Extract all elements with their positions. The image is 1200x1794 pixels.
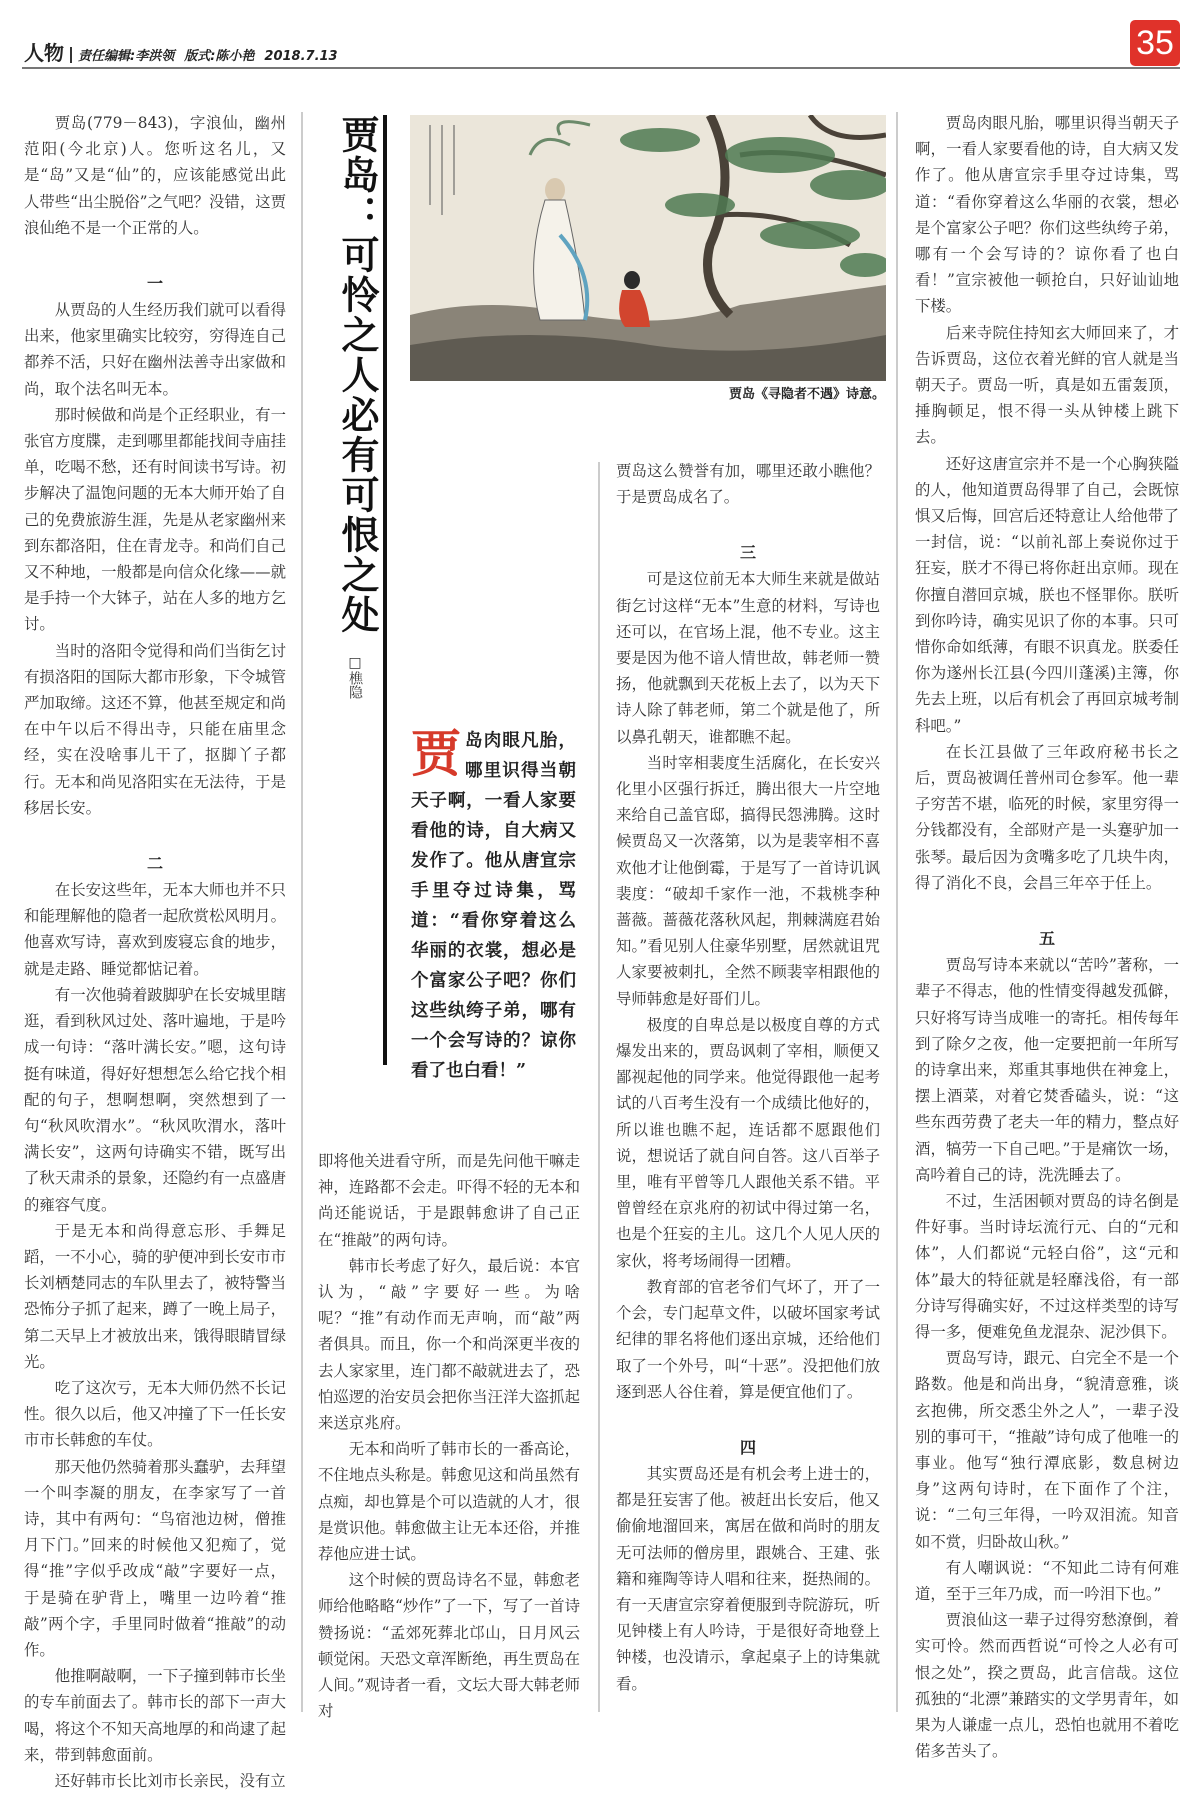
paragraph: 还好这唐宣宗并不是一个心胸狭隘的人，他知道贾岛得罪了自己，会既惊惧又后悔，回宫后还特意让人给他带了一封信，说：“以前礼部上奏说你过于狂妄，朕才不得已将你赶出京师。现在你擅自潜回京城，朕也不怪罪你。朕听到你吟诗，确实见识了你的本事。只可惜你命如纸薄，有眼不识真龙。朕委任你为遂州长江县(今四川蓬溪)主簿，你先去上班，以后有机会了再回京城考制科吧。”: [915, 454, 1179, 735]
issue-date: 2018.7.13: [264, 49, 338, 64]
paragraph: 于是无本和尚得意忘形、手舞足蹈，一不小心，骑的驴便冲到长安市市长刘栖楚同志的车队里去了，被特警当恐怖分子抓了起来，蹲了一晚上局子，第二天早上才被放出来，饿得眼睛冒绿光。: [24, 1221, 286, 1371]
column-divider: [896, 112, 898, 1712]
paragraph: 不过，生活困顿对贾岛的诗名倒是件好事。当时诗坛流行元、白的“元和体”，人们都说“元轻白俗”，这“元和体”最大的特征就是轻靡浅俗，有一部分诗写得确实好，不过这样类型的诗写得一多，便难免鱼龙混杂、泥沙俱下。: [915, 1191, 1179, 1341]
paragraph: 贾岛肉眼凡胎，哪里识得当朝天子啊，一看人家要看他的诗，自大病又发作了。他从唐宣宗手里夺过诗集，骂道：“看你穿着这么华丽的衣裳，想必是个富家公子吧？你们这些纨绔子弟，哪有一个会写诗的？谅你看了也白看！”宣宗被他一顿抢白，只好讪讪地下楼。: [915, 114, 1179, 316]
pull-quote: [411, 726, 576, 1086]
section-heading: 一: [146, 274, 163, 294]
section-heading: 五: [1038, 929, 1055, 949]
paragraph: 韩市长考虑了好久，最后说：本官认为，“敲”字要好一些。为啥呢？“推”有动作而无声响，而“敲”两者俱具。而且，你一个和尚深更半夜的去人家家里，连门都不敲就进去了，恐怕巡逻的治安员会把你当汪洋大盗抓起来送京兆府。: [318, 1256, 580, 1433]
page-header: [24, 36, 348, 66]
paragraph: 即将他关进看守所，而是先问他干嘛走神，连路都不会走。吓得不轻的无本和尚还能说话，于是跟韩愈讲了自己正在“推敲”的两句诗。: [318, 1152, 580, 1249]
author-byline: □樵隐: [347, 655, 363, 699]
paragraph: 在长安这些年，无本大师也并不只和能理解他的隐者一起欣赏松风明月。他喜欢写诗，喜欢到废寝忘食的地步，就是走路、睡觉都惦记着。: [24, 881, 286, 978]
paragraph: 贾岛写诗本来就以“苦吟”著称，一辈子不得志，他的性情变得越发孤僻，只好将写诗当成唯一的寄托。相传每年到了除夕之夜，他一定要把前一年所写的诗拿出来，郑重其事地供在神龛上，摆上酒菜，对着它焚香磕头，说：“这些东西劳费了老夫一年的精力，整点好酒，犒劳一下自己吧。”于是痛饮一场，高吟着自己的诗，洗洗睡去了。: [915, 956, 1179, 1184]
paragraph: 从贾岛的人生经历我们就可以看得出来，他家里确实比较穷，穷得连自己都养不活，只好在幽州法善寺出家做和尚，取个法名叫无本。: [24, 301, 286, 398]
illustration-painting: [410, 115, 886, 381]
article-column-4: [915, 110, 1179, 1764]
paragraph: 那天他仍然骑着那头蠢驴，去拜望一个叫李凝的朋友，在李家写了一首诗，其中有两句：“鸟宿池边树，僧推月下门。”回来的时候他又犯痴了，觉得“推”字似乎改成“敲”字要好一点，于是骑在驴背上，嘴里一边吟着“推敲”两个字，手里同时做着“推敲”的动作。: [24, 1457, 286, 1659]
editor-credit: 责任编辑:李洪领: [78, 49, 175, 64]
pull-quote-text: 岛肉眼凡胎，哪里识得当朝天子啊，一看人家要看他的诗，自大病又发作了。他从唐宣宗手里夺过诗集，骂道：“看你穿着这么华丽的衣裳，想必是个富家公子吧？你们这些纨绔子弟，哪有一个会写诗的？谅你看了也白看！”: [411, 731, 576, 1081]
paragraph: 他推啊敲啊，一下子撞到韩市长坐的专车前面去了。韩市长的部下一声大喝，将这个不知天高地厚的和尚逮了起来，带到韩愈面前。: [24, 1667, 286, 1764]
paragraph: 贾岛这么赞誉有加，哪里还敢小瞧他？于是贾岛成名了。: [616, 462, 880, 507]
header-rule: [22, 67, 1180, 69]
article-column-2: [318, 1148, 580, 1724]
section-heading: 三: [739, 543, 756, 563]
paragraph: 还好韩市长比刘市长亲民，没有立: [54, 1771, 286, 1790]
paragraph: 这个时候的贾岛诗名不显，韩愈老师给他略略“炒作”了一下，写了一首诗赞扬说：“孟郊死葬北邙山，日月风云顿觉闲。天恐文章浑断绝，再生贾岛在人间。”观诗者一看，文坛大哥大韩老师对: [318, 1571, 580, 1721]
paragraph: 可是这位前无本大师生来就是做站街乞讨这样“无本”生意的材料，写诗也还可以，在官场上混，他不专业。这主要是因为他不谙人情世故，韩老师一赞扬，他就飘到天花板上去了，以为天下诗人除了韩老师，第二个就是他了，所以鼻孔朝天，谁都瞧不起。: [616, 570, 880, 746]
section-heading: 四: [739, 1437, 756, 1457]
section-name: 人物: [24, 41, 64, 65]
paragraph: 有一次他骑着跛脚驴在长安城里瞎逛，看到秋风过处、落叶遍地，于是吟成一句诗：“落叶满长安。”嗯，这句诗挺有味道，得好好想想怎么给它找个相配的句子，想啊想啊，突然想到了一句“秋风吹渭水”。“秋风吹渭水，落叶满长安”，这两句诗确实不错，既写出了秋天肃杀的景象，还隐约有一点盛唐的雍容气度。: [24, 985, 286, 1214]
paragraph: 其实贾岛还是有机会考上进士的，都是狂妄害了他。被赶出长安后，他又偷偷地溜回来，寓居在做和尚时的朋友无可法师的僧房里，跟姚合、王建、张籍和雍陶等诗人唱和往来，挺热闹的。有一天唐宣宗穿着便服到寺院游玩，听见钟楼上有人吟诗，于是很好奇地登上钟楼，也没请示，拿起桌子上的诗集就看。: [616, 1464, 880, 1693]
paragraph: 极度的自卑总是以极度自尊的方式爆发出来的，贾岛讽刺了宰相，顺便又鄙视起他的同学来。他觉得跟他一起考试的八百考生没有一个成绩比他好的，所以谁也瞧不起，连话都不愿跟他们说，想说话了就自问自答。这八百举子里，唯有平曾等几人跟他关系不错。平曾曾经在京兆府的初试中得过第一名，也是个狂妄的主儿。这几个人见人厌的家伙，将考场闹得一团糟。: [616, 1015, 880, 1270]
paragraph: 当时宰相裴度生活腐化，在长安兴化里小区强行拆迁，腾出很大一片空地来给自己盖官邸，搞得民怨沸腾。这时候贾岛又一次落第，以为是裴宰相不喜欢他才让他倒霉，于是写了一首诗讥讽裴度：“破却千家作一池，不栽桃李种蔷薇。蔷薇花落秋风起，荆棘满庭君始知。”看见别人住豪华别墅，居然就诅咒人家要被刺扎，全然不顾裴宰相跟他的导师韩愈是好哥们儿。: [616, 753, 880, 1008]
title-rule: [383, 115, 387, 1065]
paragraph: 贾岛(779－843)，字浪仙，幽州范阳(今北京)人。您听这名儿，又是“岛”又是“仙”的，应该能感觉出此人带些“出尘脱俗”之气吧？没错，这贾浪仙绝不是一个正常的人。: [24, 114, 286, 237]
paragraph: 吃了这次亏，无本大师仍然不长记性。很久以后，他又冲撞了下一任长安市市长韩愈的车仗。: [24, 1378, 286, 1450]
paragraph: 无本和尚听了韩市长的一番高论，不住地点头称是。韩愈见这和尚虽然有点痴，却也算是个可以造就的人才，很是赏识他。韩愈做主让无本还俗，并推荐他应进士试。: [318, 1440, 580, 1564]
paragraph: 在长江县做了三年政府秘书长之后，贾岛被调任普州司仓参军。他一辈子穷苦不堪，临死的时候，家里穷得一分钱都没有，全部财产是一头蹇驴加一张琴。最后因为贪嘴多吃了几块牛肉，得了消化不良，会昌三年卒于任上。: [915, 742, 1179, 892]
drop-cap: 贾: [411, 724, 461, 783]
paragraph: 有人嘲讽说：“不知此二诗有何难道，至于三年乃成，而一吟泪下也。”: [915, 1558, 1179, 1603]
header-divider: [70, 47, 72, 63]
paragraph: 贾浪仙这一辈子过得穷愁潦倒，着实可怜。然而西哲说“可怜之人必有可恨之处”，揆之贾岛，此言信哉。这位孤独的“北漂”兼踏实的文学男青年，如果为人谦虚一点儿，恐怕也就用不着吃偌多苦头了。: [915, 1611, 1179, 1761]
column-divider: [598, 462, 600, 1712]
article-column-3: [616, 458, 880, 1697]
section-heading: 二: [146, 854, 163, 874]
paragraph: 教育部的官老爷们气坏了，开了一个会，专门起草文件，以破坏国家考试纪律的罪名将他们逐出京城，还给他们取了一个外号，叫“十恶”。没把他们放逐到恶人谷住着，算是便宜他们了。: [616, 1277, 880, 1401]
paragraph: 贾岛写诗，跟元、白完全不是一个路数。他是和尚出身，“貌清意雅，谈玄抱佛，所交悉尘外之人”，一辈子没别的事可干，“推敲”诗句成了他唯一的事业。他写“独行潭底影，数息树边身”这两句诗时，在下面作了个注，说：“二句三年得，一吟双泪流。知音如不赏，归卧故山秋。”: [915, 1349, 1179, 1551]
image-caption: 贾岛《寻隐者不遇》诗意。: [728, 387, 885, 402]
column-divider: [301, 112, 303, 1712]
paragraph: 后来寺院住持知玄大师回来了，才告诉贾岛，这位衣着光鲜的官人就是当朝天子。贾岛一听，真是如五雷轰顶，捶胸顿足，恨不得一头从钟楼上跳下去。: [915, 323, 1179, 447]
paragraph: 当时的洛阳令觉得和尚们当街乞讨有损洛阳的国际大都市形象，下令城管严加取缔。这还不算，他甚至规定和尚在中午以后不得出寺，只能在庙里念经，实在没啥事儿干了，抠脚丫子都行。无本和尚见洛阳实在无法待，于是移居长安。: [24, 641, 286, 817]
layout-credit: 版式:陈小艳: [184, 49, 255, 64]
article-title: 贾岛：可怜之人必有可恨之处: [335, 115, 380, 635]
paragraph: 那时候做和尚是个正经职业，有一张官方度牒，走到哪里都能找间寺庙挂单，吃喝不愁，还有时间读书写诗。初步解决了温饱问题的无本大师开始了自己的免费旅游生涯，先是从老家幽州来到东都洛阳，住在青龙寺。和尚们自己又不种地，一般都是向信众化缘——就是手持一个大钵子，站在人多的地方乞讨。: [24, 405, 286, 634]
page-number-badge: 35: [1130, 20, 1180, 66]
article-column-1: [24, 110, 286, 1794]
